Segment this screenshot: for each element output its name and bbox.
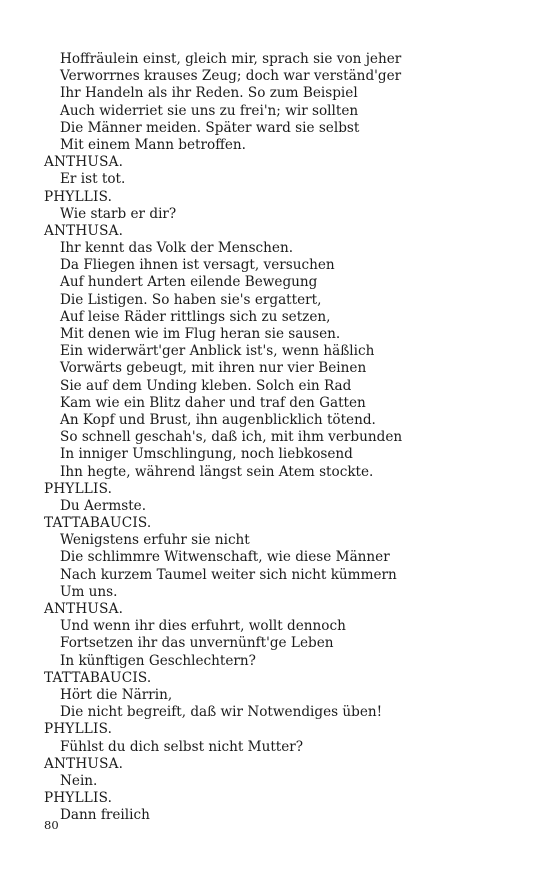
speaker-name: ANTHUSA. [44,222,124,239]
verse-line: Vorwärts gebeugt, mit ihren nur vier Beinen [60,360,367,377]
verse-line: Du Aermste. [60,497,147,514]
speaker-name: ANTHUSA. [44,154,124,171]
verse-line: Nach kurzem Taumel weiter sich nicht kümmern [60,566,397,583]
verse-line: Und wenn ihr dies erfuhrt, wollt dennoch [60,618,346,635]
speaker-name: PHYLLIS. [44,480,113,497]
verse-line: Auf hundert Arten eilende Bewegung [60,274,318,291]
verse-line: Die Listigen. So haben sie's ergattert, [60,291,322,308]
verse-line: Die nicht begreift, daß wir Notwendiges üben! [60,704,383,721]
verse-line: Mit einem Mann betroffen. [60,136,246,153]
speaker-name: ANTHUSA. [44,601,124,617]
verse-line: Dann freilich [60,807,150,824]
verse-line: Ihr Handeln als ihr Reden. So zum Beispiel [60,85,358,102]
verse-line: Die schlimmre Witwenschaft, wie diese Männer [60,549,390,566]
verse-line: An Kopf und Brust, ihn augenblicklich tötend. [60,411,376,428]
verse-line: In inniger Umschlingung, noch liebkosend [60,446,353,463]
verse-line: Wie starb er dir? [60,205,177,222]
verse-line: Nein. [60,772,98,789]
verse-line: Hört die Närrin, [60,686,173,703]
verse-line: Hoffräulein einst, gleich mir, sprach sie von jeher [60,51,402,67]
verse-line: Mit denen wie im Flug heran sie sausen. [60,326,341,342]
verse-line: Um uns. [60,583,118,600]
speaker-name: TATTABAUCIS. [44,515,152,532]
verse-line: Fühlst du dich selbst nicht Mutter? [60,738,304,755]
page-number: 80 [44,818,59,832]
verse-line: Ihn hegte, während längst sein Atem stockte. [60,463,374,480]
verse-line: Wenigstens erfuhr sie nicht [60,532,250,549]
verse-line: Fortsetzen ihr das unvernünft'ge Leben [60,635,334,652]
verse-line: Die Männer meiden. Später ward sie selbst [60,119,360,136]
verse-line: Kam wie ein Blitz daher und traf den Gatten [60,394,366,411]
verse-line: Ihr kennt das Volk der Menschen. [60,240,294,257]
speaker-name: ANTHUSA. [44,755,124,772]
speaker-name: TATTABAUCIS. [44,669,152,686]
verse-line: In künftigen Geschlechtern? [60,652,256,669]
verse-line: Er ist tot. [60,171,126,188]
speaker-name: PHYLLIS. [44,790,113,807]
verse-line: Auf leise Räder rittlings sich zu setzen, [60,308,331,325]
verse-line: Ein widerwärt'ger Anblick ist's, wenn häßlich [60,343,375,360]
verse-line: Auch widerriet sie uns zu frei'n; wir sollten [60,102,359,119]
verse-line: Da Fliegen ihnen ist versagt, versuchen [60,257,335,274]
verse-line: Sie auf dem Unding kleben. Solch ein Rad [60,377,352,394]
drama-text-block [44,51,534,824]
verse-line: So schnell geschah's, daß ich, mit ihm verbunden [60,429,403,446]
speaker-name: PHYLLIS. [44,188,113,205]
speaker-name: PHYLLIS. [44,721,113,738]
verse-line: Verworrnes krauses Zeug; doch war verständ'ger [60,68,402,85]
